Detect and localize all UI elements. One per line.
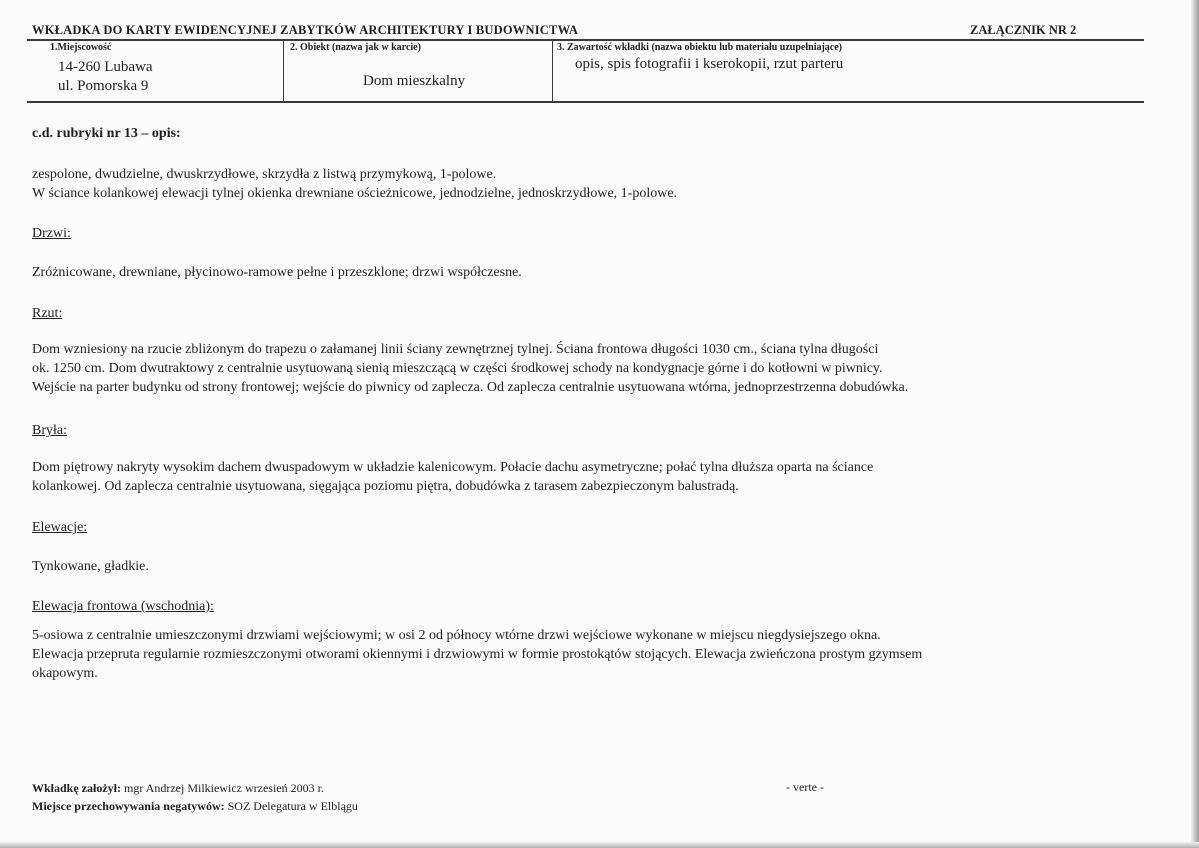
author-label: Wkładkę założył: [32,781,121,795]
front-line-2: Elewacja przepruta regularnie rozmieszczonymi otworami okiennymi i drzwiowymi w formie prostokątów stojących. Elewacja zwieńczona prostym gzymsem [32,647,923,662]
mass-paragraph [32,458,873,496]
location-label: 1.Miejscowość [50,42,112,53]
plan-paragraph [32,340,908,397]
scan-edge-bottom [0,842,1199,848]
front-elevation-paragraph [32,626,922,683]
plan-line-3: Wejście na parter budynku od strony frontowej; wejście do piwnicy od zaplecza. Od zaplecza centralnie usytuowana wtórna, jednoprzestrzenna dobudówka. [32,380,909,395]
location-postcode: 14-260 Lubawa [58,59,153,75]
storage-label: Miejsce przechowywania negatywów: [32,799,225,813]
storage-value: SOZ Delegatura w Elblągu [227,799,358,813]
mass-line-1: Dom piętrowy nakryty wysokim dachem dwuspadowym w układzie kalenicowym. Połacie dachu asymetryczne; połać tylna dłuższa oparta na ściance [32,460,874,475]
contents-label: 3. Zawartość wkładki (nazwa obiektu lub materiału uzupełniające) [557,42,843,53]
elevations-text: Tynkowane, gładkie. [32,559,149,574]
section-heading: c.d. rubryki nr 13 – opis: [32,126,181,141]
scan-edge-right [1191,0,1199,848]
windows-paragraph [32,165,677,203]
object-label: 2. Obiekt (nazwa jak w karcie) [290,42,421,53]
front-line-1: 5-osiowa z centralnie umieszczonymi drzwiami wejściowymi; w osi 2 od północy wtórne drzwi wejściowe wykonane w miejscu niegdysiejszego okna. [32,628,881,643]
cell-divider-1 [283,40,284,102]
front-elevation-heading: Elewacja frontowa (wschodnia): [32,599,214,614]
footer-author [32,781,324,796]
front-line-3: okapowym. [32,666,98,681]
doors-heading: Drzwi: [32,226,71,241]
author-value: mgr Andrzej Milkiewicz wrzesień 2003 r. [124,781,324,795]
doors-text: Zróżnicowane, drewniane, płycinowo-ramowe pełne i przeszklone; drzwi współczesne. [32,265,522,280]
contents-value: opis, spis fotografii i kserokopii, rzut parteru [575,56,844,72]
object-value: Dom mieszkalny [363,73,466,89]
header-bottom-rule [27,101,1144,103]
cell-divider-2 [552,40,553,102]
windows-line-2: W ściance kolankowej elewacji tylnej okienka drewniane ościeżnicowe, jednodzielne, jednoskrzydłowe, 1-polowe. [32,186,678,201]
footer-storage [32,799,358,814]
header-top-rule [27,39,1144,41]
plan-heading: Rzut: [32,306,63,321]
form-title: WKŁADKA DO KARTY EWIDENCYJNEJ ZABYTKÓW ARCHITEKTURY I BUDOWNICTWA [32,23,579,37]
location-street: ul. Pomorska 9 [58,78,149,94]
verte-note: - verte - [786,780,824,794]
mass-heading: Bryła: [32,423,67,438]
annex-number: ZAŁĄCZNIK NR 2 [970,23,1077,37]
windows-line-1: zespolone, dwudzielne, dwuskrzydłowe, skrzydła z listwą przymykową, 1-polowe. [32,167,497,182]
plan-line-2: ok. 1250 cm. Dom dwutraktowy z centralnie usytuowaną sienią mieszczącą w części środkowej schody na kondygnacje górne i do kotłowni w piwnicy. [32,361,883,376]
plan-line-1: Dom wzniesiony na rzucie zbliżonym do trapezu o załamanej linii ściany zewnętrznej tylnej. Ściana frontowa długości 1030 cm., ściana tylna długości [32,342,879,357]
mass-line-2: kolankowej. Od zaplecza centralnie usytuowana, sięgająca poziomu piętra, dobudówka z tarasem zabezpieczonym balustradą. [32,479,739,494]
elevations-heading: Elewacje: [32,520,88,535]
